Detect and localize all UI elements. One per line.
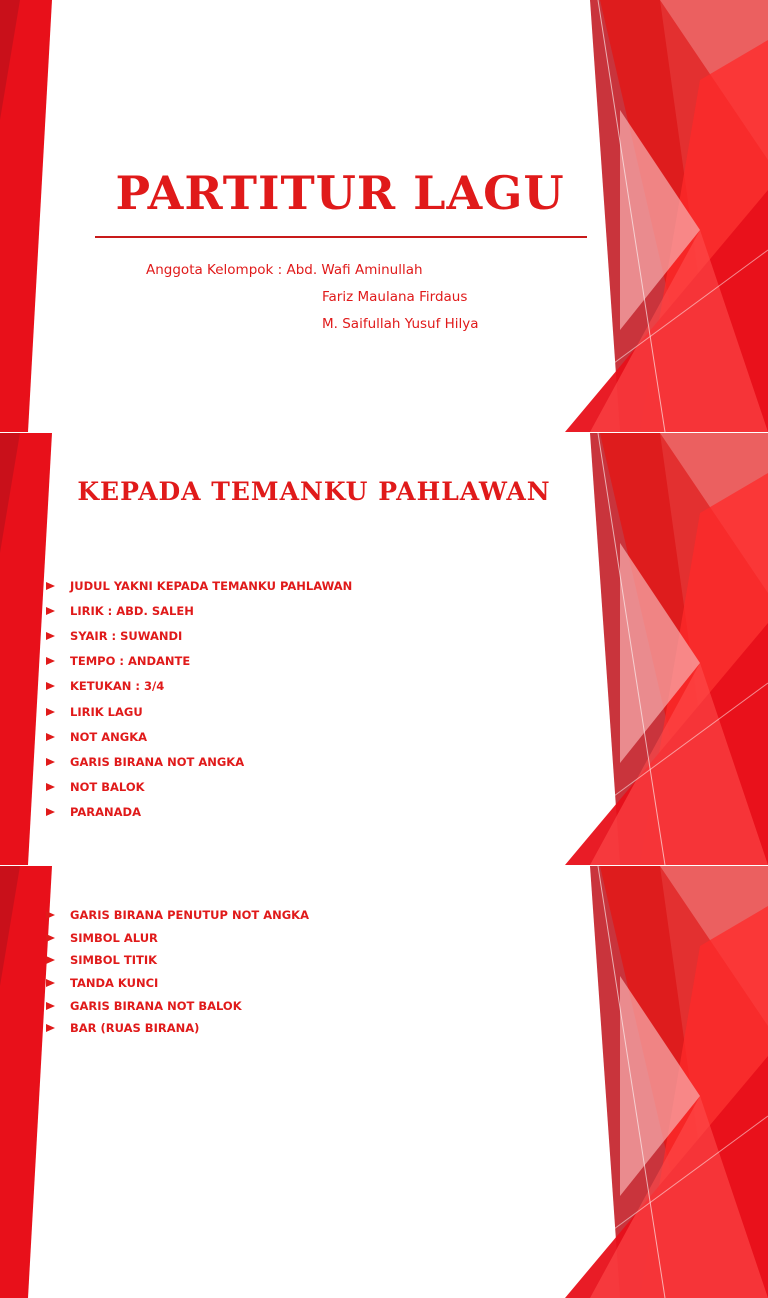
left-red-shape (0, 866, 52, 1298)
list-item (46, 749, 352, 774)
slide-contents (0, 433, 768, 865)
triangle-right-bullet-icon (46, 956, 55, 964)
list-item (46, 573, 352, 598)
list-item-text: JUDUL YAKNI KEPADA TEMANKU PAHLAWAN (70, 578, 353, 593)
triangle-right-bullet-icon (46, 708, 55, 716)
list-item-text: PARANADA (70, 805, 141, 820)
list-item-text: GARIS BIRANA PENUTUP NOT ANGKA (70, 908, 309, 923)
triangle-right-bullet-icon (46, 808, 55, 816)
right-red-shapes (520, 866, 768, 1298)
list-item (46, 699, 352, 724)
triangle-right-bullet-icon (46, 657, 55, 665)
list-item-text: GARIS BIRANA NOT BALOK (70, 998, 242, 1013)
triangle-right-bullet-icon (46, 783, 55, 791)
list-item (46, 623, 352, 648)
slide-title (0, 0, 768, 432)
list-item-text: NOT BALOK (70, 780, 145, 795)
list-item-text: GARIS BIRANA NOT ANGKA (70, 754, 245, 769)
triangle-right-bullet-icon (46, 607, 55, 615)
list-item (46, 800, 352, 825)
list-item-text: LIRIK : ABD. SALEH (70, 603, 194, 618)
bullet-list (46, 573, 352, 825)
list-item-text: LIRIK LAGU (70, 704, 143, 719)
list-item (46, 972, 309, 995)
list-item-text: BAR (RUAS BIRANA) (70, 1021, 200, 1036)
list-item-text: SYAIR : SUWANDI (70, 628, 183, 643)
list-item (46, 927, 309, 950)
triangle-right-bullet-icon (46, 911, 55, 919)
slide-title-text: PARTITUR LAGU (115, 166, 565, 220)
list-item (46, 649, 352, 674)
list-item (46, 674, 352, 699)
member-name: M. Saifullah Yusuf Hilya (322, 316, 479, 332)
list-item-text: KETUKAN : 3/4 (70, 679, 165, 694)
list-item (46, 598, 352, 623)
triangle-right-bullet-icon (46, 979, 55, 987)
list-item-text: SIMBOL TITIK (70, 953, 158, 968)
list-item-text: TEMPO : ANDANTE (70, 654, 191, 669)
triangle-right-bullet-icon (46, 733, 55, 741)
slide-contents-continued (0, 866, 768, 1036)
triangle-right-bullet-icon (46, 1024, 55, 1032)
list-item (46, 775, 352, 800)
list-item-text: NOT ANGKA (70, 729, 148, 744)
list-item (46, 994, 309, 1017)
list-item (46, 949, 309, 972)
triangle-right-bullet-icon (46, 582, 55, 590)
list-item (46, 1017, 309, 1040)
triangle-right-bullet-icon (46, 934, 55, 942)
triangle-right-bullet-icon (46, 1002, 55, 1010)
list-item (46, 724, 352, 749)
triangle-right-bullet-icon (46, 682, 55, 690)
title-underline (95, 236, 587, 238)
bullet-list (46, 904, 309, 1040)
triangle-right-bullet-icon (46, 758, 55, 766)
members-label: Anggota Kelompok : Abd. Wafi Aminullah (146, 262, 423, 278)
list-item (46, 904, 309, 927)
list-item-text: TANDA KUNCI (70, 976, 159, 991)
member-name: Fariz Maulana Firdaus (322, 289, 468, 305)
triangle-right-bullet-icon (46, 632, 55, 640)
list-item-text: SIMBOL ALUR (70, 930, 158, 945)
slide-heading: KEPADA TEMANKU PAHLAWAN (77, 477, 551, 506)
